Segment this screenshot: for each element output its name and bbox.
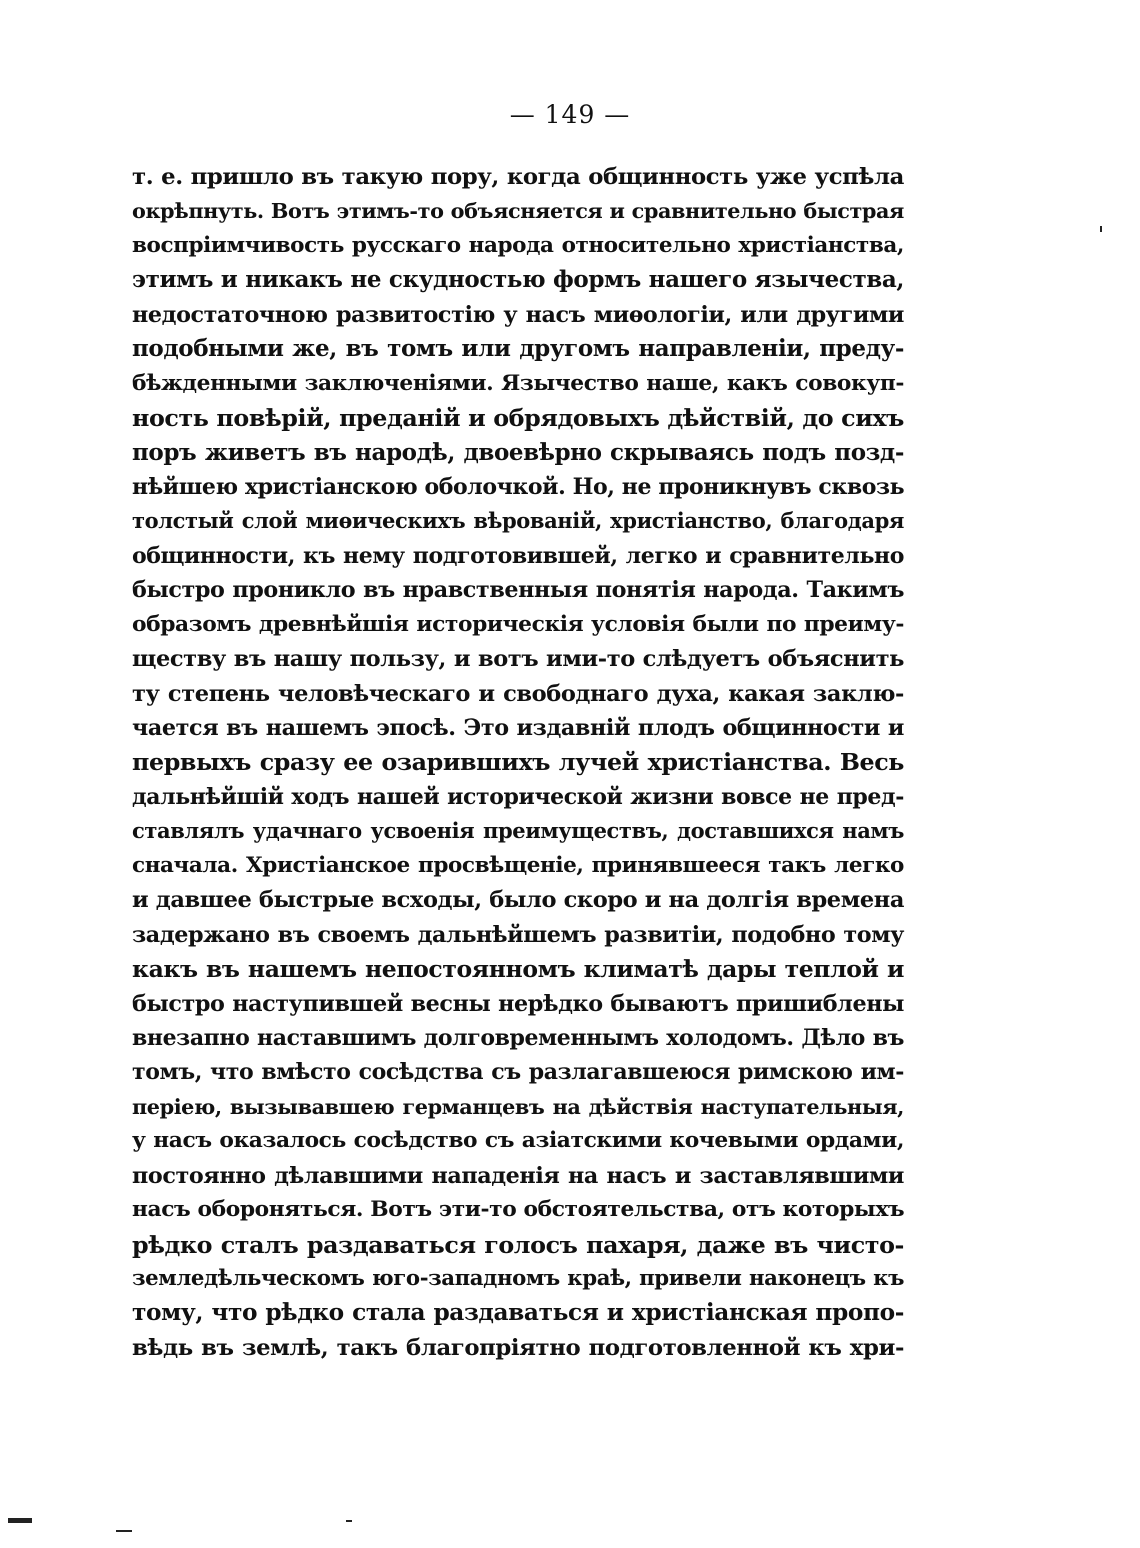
page-number: — 149 — [509,100,631,129]
text-line: чается въ нашемъ эпосѣ. Это издавній плодъ общинности и [132,715,904,741]
text-line: т. е. пришло въ такую пору, когда общинность уже успѣла [132,164,904,190]
text-line: поръ живетъ въ народѣ, двоевѣрно скрываясь подъ позд- [132,438,904,466]
text-body [132,160,904,1365]
text-line: томъ, что вмѣсто сосѣдства съ разлагавшеюся римскою им- [132,1059,904,1086]
scan-speck [346,1520,352,1522]
scan-speck [1100,226,1102,232]
text-line: ность повѣрій, преданій и обрядовыхъ дѣйствій, до сихъ [132,404,904,433]
text-line: быстро проникло въ нравственныя понятія народа. Такимъ [132,577,904,604]
text-line: насъ обороняться. Вотъ эти-то обстоятельства, отъ которыхъ [132,1197,905,1223]
text-line: воспріимчивость русскаго народа относительно христіанства, [132,232,904,258]
text-line: ществу въ нашу пользу, и вотъ ими-то слѣдуетъ объяснить [132,646,904,673]
text-line: задержано въ своемъ дальнѣйшемъ развитіи, подобно тому [132,921,904,948]
text-line: и давшее быстрые всходы, было скоро и на долгія времена [132,887,904,914]
text-line: окрѣпнуть. Вотъ этимъ-то объясняется и сравнительно быстрая [132,199,904,224]
text-line: ставлялъ удачнаго усвоенія преимуществъ, доставшихся намъ [132,818,904,844]
scan-speck [8,1518,32,1523]
text-line: толстый слой миѳическихъ вѣрованій, христіанство, благодаря [132,508,904,534]
text-line: внезапно наставшимъ долговременнымъ холодомъ. Дѣло въ [132,1024,904,1051]
text-line: дальнѣйшій ходъ нашей исторической жизни вовсе не пред- [132,783,904,810]
text-line: этимъ и никакъ не скудностью формъ нашего язычества, [132,266,904,294]
text-line: земледѣльческомъ юго-западномъ краѣ, привели наконецъ къ [132,1266,904,1291]
text-line: нѣйшею христіанскою оболочкой. Но, не проникнувъ сквозь [132,473,905,500]
text-line: сначала. Христіанское просвѣщеніе, принявшееся такъ легко [132,852,904,878]
text-line: ту степень человѣческаго и свободнаго духа, какая заклю- [132,680,904,707]
text-line: какъ въ нашемъ непостоянномъ климатѣ дары теплой и [132,955,904,984]
scan-speck [116,1530,132,1532]
text-line: періею, вызывавшею германцевъ на дѣйствія наступательныя, [132,1094,904,1119]
text-line: первыхъ сразу ее озарившихъ лучей христіанства. Весь [132,748,904,777]
text-line: бѣжденными заключеніями. Язычество наше, какъ совокуп- [132,370,904,396]
text-line: образомъ древнѣйшія историческія условія были по преиму- [132,611,904,637]
text-line: недостаточною развитостію у насъ миѳологіи, или другими [132,301,904,328]
text-line: постоянно дѣлавшими нападенія на насъ и заставлявшими [132,1162,904,1189]
text-line: подобными же, въ томъ или другомъ направленіи, преду- [132,335,904,363]
text-line: рѣдко сталъ раздаваться голосъ пахаря, даже въ чисто- [132,1230,904,1259]
text-line: тому, что рѣдко стала раздаваться и христіанская пропо- [132,1299,904,1327]
text-line: общинности, къ нему подготовившей, легко и сравнительно [132,542,904,569]
text-line: у насъ оказалось сосѣдство съ азіатскими кочевыми ордами, [132,1128,904,1154]
text-line: быстро наступившей весны нерѣдко бываютъ пришиблены [132,990,904,1017]
text-line: вѣдь въ землѣ, такъ благопріятно подготовленной къ хри- [132,1334,904,1361]
